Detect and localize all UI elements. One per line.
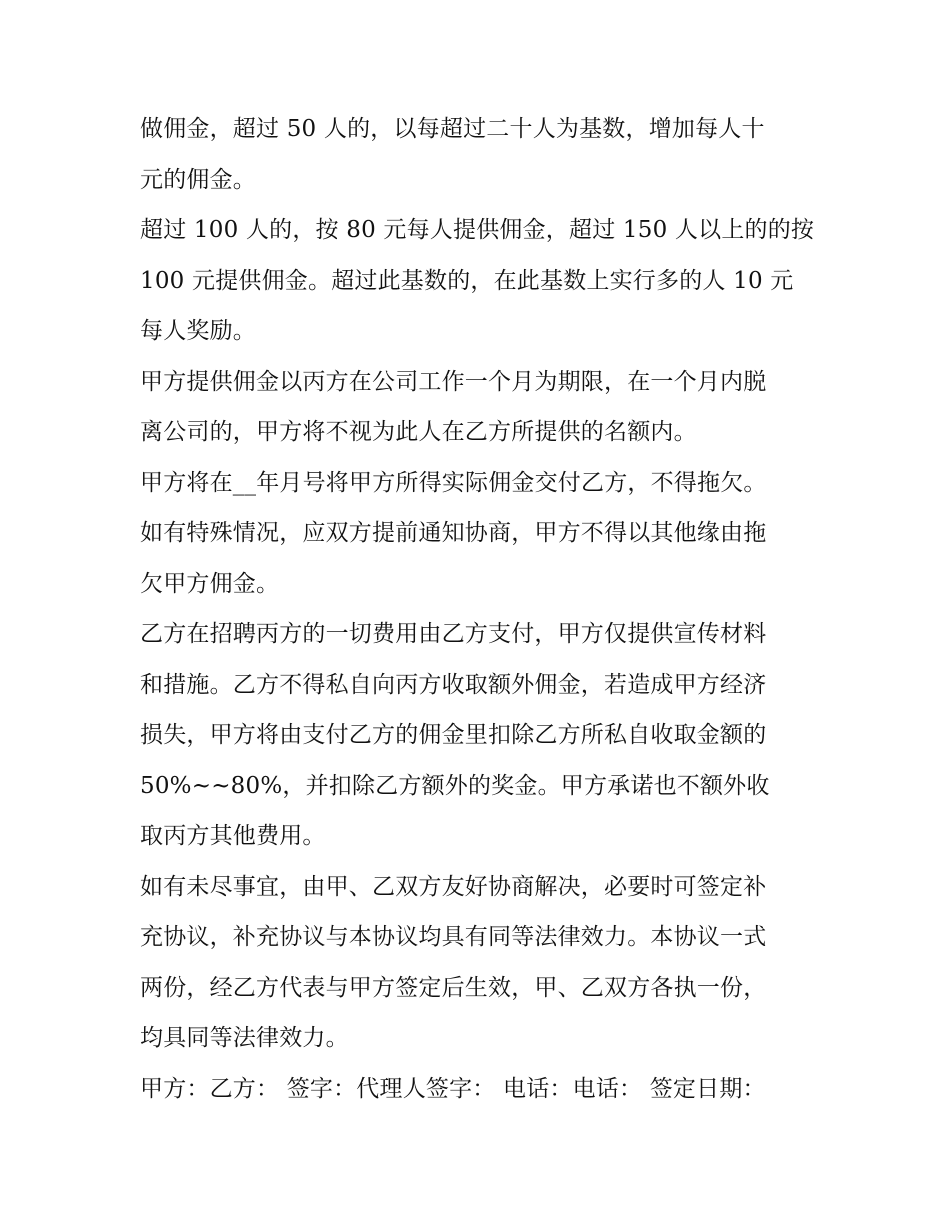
text-line: 如有未尽事宜，由甲、乙双方友好协商解决，必要时可签定补 <box>140 873 767 900</box>
text-line: 乙方在招聘丙方的一切费用由乙方支付，甲方仅提供宣传材料 <box>140 621 767 647</box>
text-line: 离公司的，甲方将不视为此人在乙方所提供的名额内。 <box>140 419 697 445</box>
document-body <box>140 104 815 1114</box>
text-line: 每人奖励。 <box>140 318 256 344</box>
text-line: 甲方提供佣金以丙方在公司工作一个月为期限，在一个月内脱 <box>140 368 767 395</box>
text-line: 甲方将在__年月号将甲方所得实际佣金交付乙方，不得拖欠。 <box>140 469 767 496</box>
text-line: 100 元提供佣金。超过此基数的，在此基数上实行多的人 10 元 <box>140 267 794 294</box>
text-line: 和措施。乙方不得私自向丙方收取额外佣金，若造成甲方经济 <box>140 671 767 698</box>
text-line: 如有特殊情况，应双方提前通知协商，甲方不得以其他缘由拖 <box>140 520 767 546</box>
signature-line: 甲方：乙方： 签字：代理人签字： 电话：电话： 签定日期： <box>140 1075 766 1102</box>
text-line: 做佣金，超过 50 人的，以每超过二十人为基数，增加每人十 <box>140 116 765 142</box>
text-line: 损失，甲方将由支付乙方的佣金里扣除乙方所私自收取金额的 <box>140 722 767 748</box>
text-line: 充协议，补充协议与本协议均具有同等法律效力。本协议一式 <box>140 924 767 950</box>
text-line: 50%~~80%，并扣除乙方额外的奖金。甲方承诺也不额外收 <box>140 772 770 799</box>
text-line: 两份，经乙方代表与甲方签定后生效，甲、乙双方各执一份， <box>140 974 767 1001</box>
text-line: 取丙方其他费用。 <box>140 823 326 849</box>
text-line: 均具同等法律效力。 <box>140 1025 349 1051</box>
text-line: 元的佣金。 <box>140 166 256 193</box>
text-line: 欠甲方佣金。 <box>140 570 280 597</box>
text-line: 超过 100 人的，按 80 元每人提供佣金，超过 150 人以上的的按 <box>140 217 815 243</box>
